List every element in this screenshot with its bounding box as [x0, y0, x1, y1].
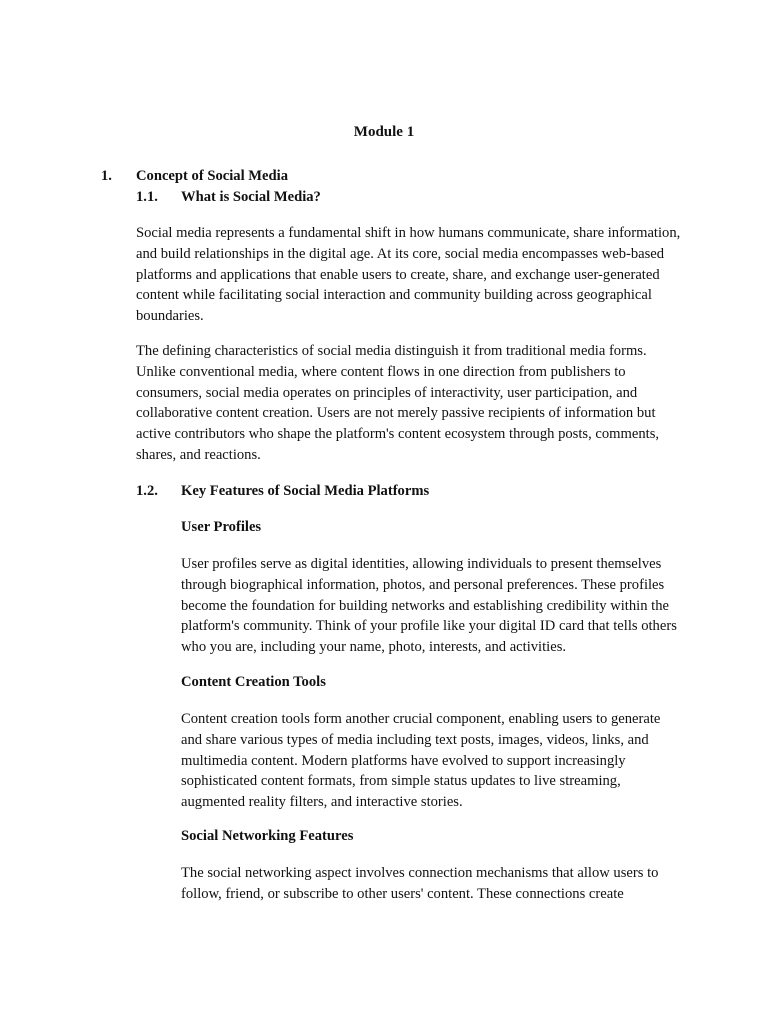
subsection-number: 1.1. [136, 189, 158, 205]
feature-paragraph: User profiles serve as digital identities, allowing individuals to present themselves through biographical information, photos, and personal preferences. These profiles become the foundation for building networks and establishing credibility within the platform's community. Think of your profile like your digital ID card that tells others who you are, including your name, photo, interests, and activities. [181, 556, 677, 656]
feature-heading: Social Networking Features [181, 828, 354, 844]
subsection-heading: Key Features of Social Media Platforms [181, 483, 430, 499]
page-title: Module 1 [353, 124, 415, 140]
feature-heading: Content Creation Tools [181, 674, 326, 690]
body-paragraph: Social media represents a fundamental shift in how humans communicate, share information, and build relationships in the digital age. At its core, social media encompasses web-based platforms and applications that enable users to create, share, and exchange user-generated content while facilitating social interaction and community building across geographical boundaries. [136, 225, 681, 325]
section-heading: Concept of Social Media [136, 168, 289, 184]
section-number: 1. [101, 168, 112, 184]
feature-paragraph: The social networking aspect involves connection mechanisms that allow users to follow, friend, or subscribe to other users' content. These connections create [181, 865, 659, 902]
subsection-number: 1.2. [136, 483, 158, 499]
feature-heading: User Profiles [181, 519, 262, 535]
body-paragraph: The defining characteristics of social media distinguish it from traditional media forms. Unlike conventional media, where content flows in one direction from publishers to consumers, social media operates on principles of interactivity, user participation, and collaborative content creation. Users are not merely passive recipients of information but active contributors who shape the platform's content ecosystem through posts, comments, shares, and reactions. [136, 343, 660, 463]
subsection-heading: What is Social Media? [181, 189, 321, 205]
feature-paragraph: Content creation tools form another crucial component, enabling users to generate and share various types of media including text posts, images, videos, links, and multimedia content. Modern platforms have evolved to support increasingly sophisticated content formats, from simple status updates to live streaming, augmented reality filters, and interactive stories. [181, 711, 661, 811]
